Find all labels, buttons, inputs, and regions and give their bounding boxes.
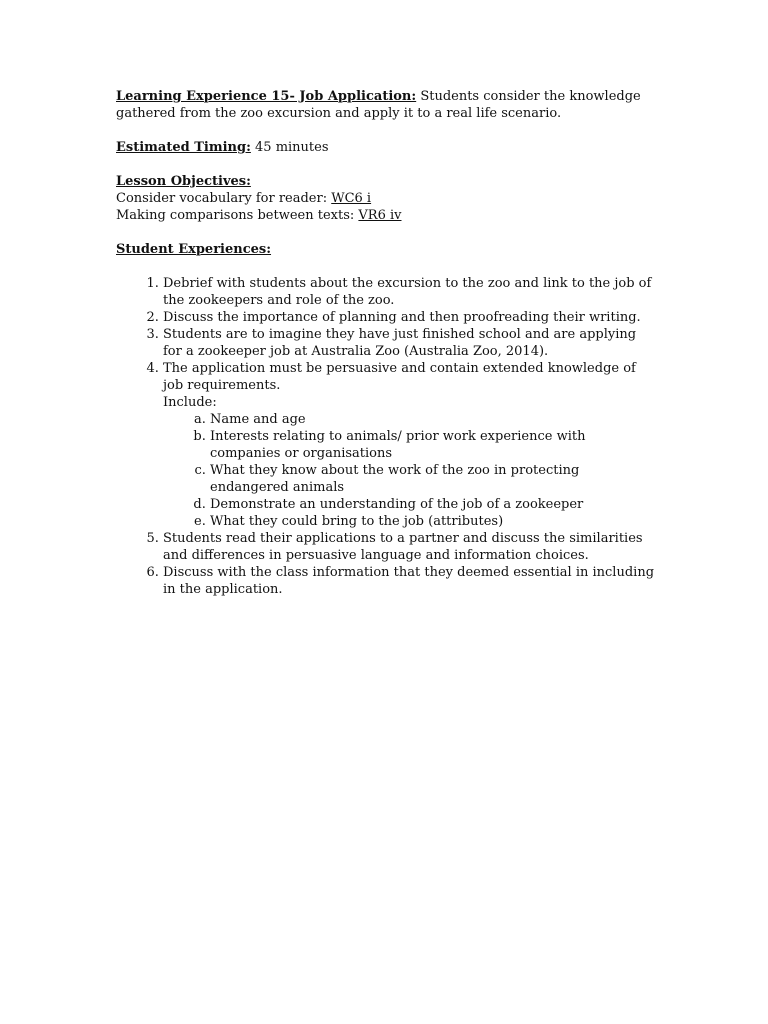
list-item: 2. Discuss the importance of planning and then proofreading their writing. <box>163 309 656 326</box>
intro-text: Students consider the knowledge gathered from the zoo excursion and apply it to a real life scenario. <box>116 89 641 121</box>
experiences-heading: Student Experiences: <box>116 242 272 257</box>
include-item: c. What they know about the work of the zoo in protecting endangered animals <box>210 462 656 496</box>
list-item: 5. Students read their applications to a partner and discuss the similarities and differences in persuasive language and information choices. <box>163 530 656 564</box>
objectives-heading: Lesson Objectives: <box>116 174 251 189</box>
objectives-section <box>116 173 656 224</box>
list-item: 1. Debrief with students about the excursion to the zoo and link to the job of the zookeepers and role of the zoo. <box>163 275 656 309</box>
include-item: d. Demonstrate an understanding of the job of a zookeeper <box>210 496 656 513</box>
objective-item <box>116 207 656 224</box>
list-item <box>163 360 656 530</box>
include-list <box>163 411 656 530</box>
include-item: a. Name and age <box>210 411 656 428</box>
timing-text: 45 minutes <box>250 140 329 155</box>
intro-paragraph <box>116 88 656 122</box>
list-item: 6. Discuss with the class information that they deemed essential in including in the application. <box>163 564 656 598</box>
experiences-list <box>116 275 656 598</box>
timing-paragraph <box>116 139 656 156</box>
include-item: b. Interests relating to animals/ prior work experience with companies or organisations <box>210 428 656 462</box>
objective-code: VR6 iv <box>358 208 402 223</box>
list-item-text: The application must be persuasive and contain extended knowledge of job requirements. <box>163 361 636 393</box>
objective-code: WC6 i <box>331 191 372 206</box>
objective-item <box>116 190 656 207</box>
experiences-section <box>116 241 656 598</box>
timing-heading: Estimated Timing: <box>116 140 251 155</box>
include-label: Include: <box>163 395 217 410</box>
include-item: e. What they could bring to the job (attributes) <box>210 513 656 530</box>
objective-text: Consider vocabulary for reader: <box>116 191 332 206</box>
list-item: 3. Students are to imagine they have just finished school and are applying for a zookeeper job at Australia Zoo (Australia Zoo, 2014). <box>163 326 656 360</box>
intro-heading: Learning Experience 15- Job Application: <box>116 89 417 104</box>
objective-text: Making comparisons between texts: <box>116 208 359 223</box>
document-content <box>116 88 656 598</box>
